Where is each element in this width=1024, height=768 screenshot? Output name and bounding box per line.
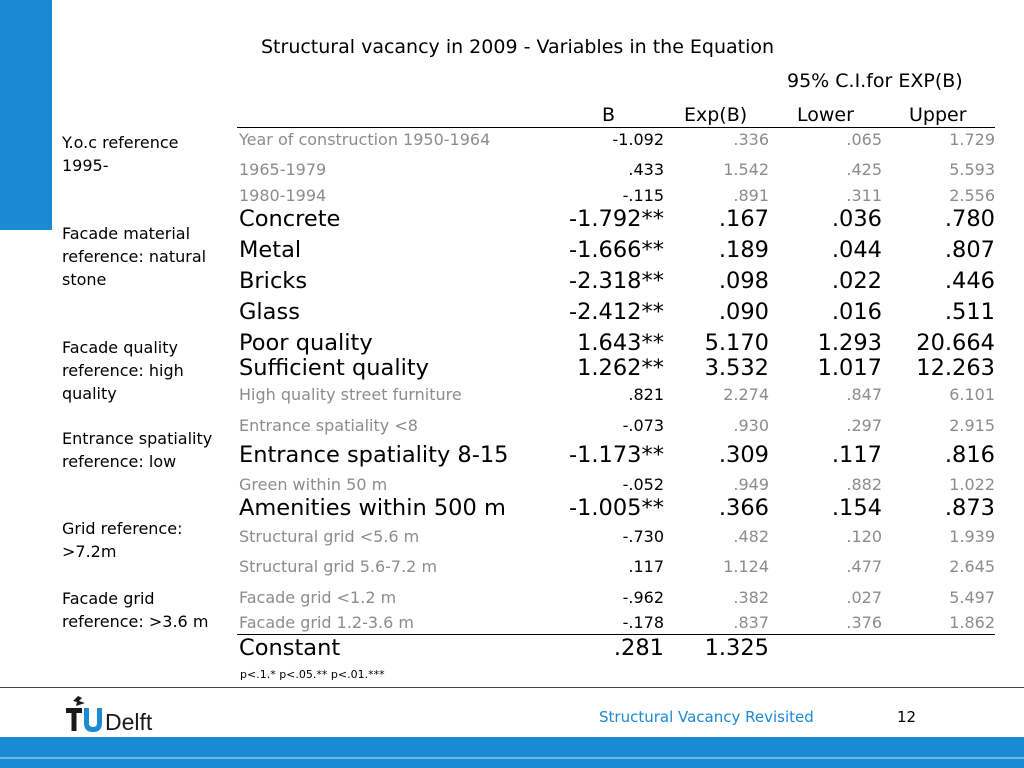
group-label-facade-quality: Facade quality reference: high quality <box>62 338 184 403</box>
table-row <box>0 160 1024 180</box>
cell-variable: 1965-1979 <box>239 160 327 179</box>
cell-exp-b: .382 <box>733 588 769 607</box>
cell-variable: High quality street furniture <box>239 385 462 404</box>
cell-exp-b: .090 <box>718 299 769 325</box>
cell-b: -.962 <box>622 588 664 607</box>
cell-lower: .847 <box>846 385 882 404</box>
slide-title: Structural vacancy in 2009 - Variables in the Equation <box>261 36 775 58</box>
cell-b: -1.792** <box>568 206 664 232</box>
cell-exp-b: .837 <box>733 613 769 632</box>
cell-upper: 2.915 <box>949 416 995 435</box>
cell-exp-b: .309 <box>718 442 769 468</box>
cell-upper: .511 <box>944 299 995 325</box>
cell-upper: 1.022 <box>949 475 995 494</box>
cell-upper: 6.101 <box>949 385 995 404</box>
table-row <box>0 527 1024 547</box>
cell-b: -1.173** <box>568 442 664 468</box>
significance-footnote: p<.1.* p<.05.** p<.01.*** <box>240 668 385 681</box>
cell-exp-b: 1.124 <box>723 557 769 576</box>
column-header-exp: Exp(B) <box>684 104 748 126</box>
cell-lower: .044 <box>831 237 882 263</box>
bottom-band <box>0 737 1024 768</box>
cell-b: -.730 <box>622 527 664 546</box>
cell-lower: .154 <box>831 495 882 521</box>
cell-b: -2.318** <box>568 268 664 294</box>
cell-lower: 1.017 <box>817 355 882 381</box>
group-label-facade-material: Facade material reference: natural stone <box>62 224 207 289</box>
cell-b: -1.005** <box>568 495 664 521</box>
cell-b: -.052 <box>622 475 664 494</box>
cell-exp-b: 3.532 <box>704 355 769 381</box>
cell-lower: .376 <box>846 613 882 632</box>
cell-exp-b: .336 <box>733 130 769 149</box>
table-row <box>0 442 1024 470</box>
table-top-rule <box>237 127 995 128</box>
footer-title: Structural Vacancy Revisited <box>599 708 814 726</box>
cell-lower: .477 <box>846 557 882 576</box>
logo-wordmark: Delft <box>105 709 153 734</box>
cell-variable: Facade grid 1.2-3.6 m <box>239 613 414 632</box>
cell-variable: Poor quality <box>239 330 373 356</box>
cell-lower: .036 <box>831 206 882 232</box>
cell-upper: .446 <box>944 268 995 294</box>
cell-b: .117 <box>628 557 664 576</box>
table-row <box>0 635 1024 663</box>
group-label-grid: Grid reference: >7.2m <box>62 519 183 561</box>
cell-exp-b: .891 <box>733 186 769 205</box>
cell-upper: 2.556 <box>949 186 995 205</box>
cell-b: -1.092 <box>612 130 664 149</box>
cell-b: .433 <box>628 160 664 179</box>
cell-upper: 5.593 <box>949 160 995 179</box>
cell-upper: 1.939 <box>949 527 995 546</box>
cell-variable: Structural grid <5.6 m <box>239 527 420 546</box>
tudelft-logo <box>64 694 174 734</box>
table-row <box>0 206 1024 234</box>
cell-exp-b: .949 <box>733 475 769 494</box>
cell-lower: .425 <box>846 160 882 179</box>
cell-exp-b: .366 <box>718 495 769 521</box>
table-row <box>0 330 1024 358</box>
cell-b: 1.643** <box>577 330 664 356</box>
bottom-band-stripe <box>0 757 1024 759</box>
table-row <box>0 237 1024 265</box>
cell-upper: 1.729 <box>949 130 995 149</box>
cell-variable: Concrete <box>239 206 341 232</box>
cell-lower: .022 <box>831 268 882 294</box>
table-row <box>0 557 1024 577</box>
cell-upper: 12.263 <box>916 355 995 381</box>
cell-exp-b: .167 <box>718 206 769 232</box>
cell-upper: .780 <box>944 206 995 232</box>
cell-lower: .882 <box>846 475 882 494</box>
cell-upper: 2.645 <box>949 557 995 576</box>
table-row <box>0 613 1024 633</box>
table-row <box>0 588 1024 608</box>
cell-variable: Metal <box>239 237 302 263</box>
cell-upper: .807 <box>944 237 995 263</box>
cell-exp-b: .189 <box>718 237 769 263</box>
cell-lower: .065 <box>846 130 882 149</box>
cell-b: -2.412** <box>568 299 664 325</box>
cell-variable: Entrance spatiality <8 <box>239 416 418 435</box>
cell-upper: 5.497 <box>949 588 995 607</box>
cell-lower: 1.293 <box>817 330 882 356</box>
table-row <box>0 130 1024 150</box>
cell-b: -.073 <box>622 416 664 435</box>
cell-upper: .816 <box>944 442 995 468</box>
group-label-yoc: Y.o.c reference 1995- <box>62 133 179 175</box>
cell-exp-b: .098 <box>718 268 769 294</box>
cell-variable: Entrance spatiality 8-15 <box>239 442 509 468</box>
cell-b: -.178 <box>622 613 664 632</box>
group-label-entrance: Entrance spatiality reference: low <box>62 429 213 471</box>
cell-lower: .117 <box>831 442 882 468</box>
footer-divider <box>0 687 1024 688</box>
cell-variable: Sufficient quality <box>239 355 429 381</box>
column-header-lower: Lower <box>797 104 854 126</box>
cell-variable: Constant <box>239 635 341 661</box>
cell-variable: Amenities within 500 m <box>239 495 506 521</box>
cell-exp-b: .930 <box>733 416 769 435</box>
cell-b: 1.262** <box>577 355 664 381</box>
group-label-facade-grid: Facade grid reference: >3.6 m <box>62 589 209 631</box>
cell-variable: Bricks <box>239 268 308 294</box>
cell-variable: 1980-1994 <box>239 186 327 205</box>
table-row <box>0 186 1024 206</box>
table-row <box>0 385 1024 405</box>
table-row <box>0 416 1024 436</box>
ci-header: 95% C.I.for EXP(B) <box>787 70 963 92</box>
cell-lower: .297 <box>846 416 882 435</box>
table-row <box>0 268 1024 296</box>
cell-variable: Structural grid 5.6-7.2 m <box>239 557 438 576</box>
cell-b: -1.666** <box>568 237 664 263</box>
table-row <box>0 355 1024 383</box>
cell-lower: .016 <box>831 299 882 325</box>
table-bottom-rule <box>237 634 995 635</box>
cell-upper: 1.862 <box>949 613 995 632</box>
table-row <box>0 495 1024 523</box>
cell-variable: Year of construction 1950-1964 <box>239 130 491 149</box>
cell-exp-b: 1.542 <box>723 160 769 179</box>
cell-upper: .873 <box>944 495 995 521</box>
table-row <box>0 475 1024 495</box>
cell-b: .281 <box>613 635 664 661</box>
cell-lower: .027 <box>846 588 882 607</box>
cell-lower: .120 <box>846 527 882 546</box>
cell-b: .821 <box>628 385 664 404</box>
cell-variable: Facade grid <1.2 m <box>239 588 397 607</box>
cell-exp-b: 1.325 <box>704 635 769 661</box>
column-header-b: B <box>602 104 616 126</box>
table-row <box>0 299 1024 327</box>
cell-lower: .311 <box>846 186 882 205</box>
column-header-upper: Upper <box>909 104 967 126</box>
cell-variable: Green within 50 m <box>239 475 388 494</box>
page-number: 12 <box>897 708 917 726</box>
cell-variable: Glass <box>239 299 300 325</box>
cell-exp-b: 2.274 <box>723 385 769 404</box>
cell-b: -.115 <box>622 186 664 205</box>
cell-exp-b: .482 <box>733 527 769 546</box>
cell-exp-b: 5.170 <box>704 330 769 356</box>
cell-upper: 20.664 <box>916 330 995 356</box>
